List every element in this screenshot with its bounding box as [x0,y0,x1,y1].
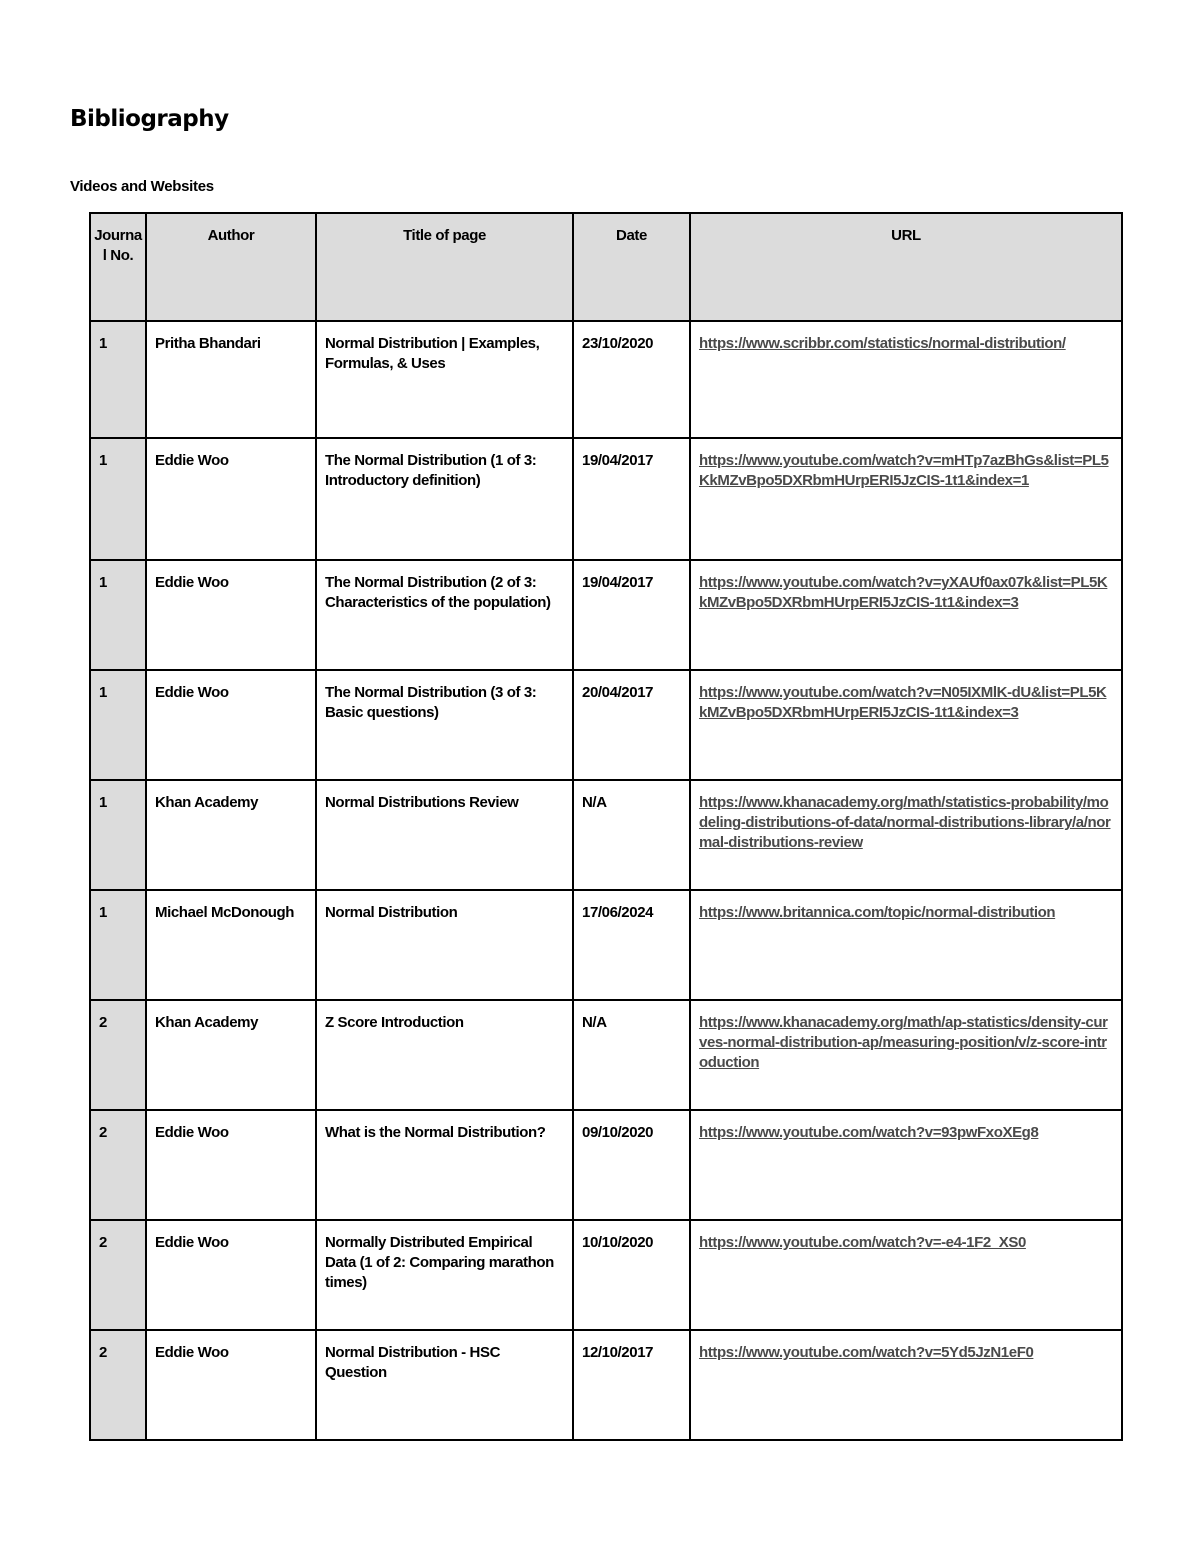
journal-no-cell: 2 [90,1110,146,1220]
header-author: Author [146,213,316,321]
title-cell: The Normal Distribution (3 of 3: Basic questions) [316,670,573,780]
title-cell: Normal Distribution [316,890,573,1000]
url-link[interactable]: https://www.scribbr.com/statistics/normal-distribution/ [699,335,1066,352]
date-cell: 17/06/2024 [573,890,690,1000]
author-cell: Khan Academy [146,1000,316,1110]
title-cell: Normal Distribution | Examples, Formulas, & Uses [316,321,573,438]
url-link[interactable]: https://www.britannica.com/topic/normal-distribution [699,904,1056,921]
journal-no-cell: 1 [90,780,146,890]
url-cell [690,560,1122,670]
title-cell: The Normal Distribution (1 of 3: Introductory definition) [316,438,573,560]
header-url: URL [690,213,1122,321]
header-journal-no: Journal No. [90,213,146,321]
url-link[interactable]: https://www.youtube.com/watch?v=5Yd5JzN1eF0 [699,1344,1034,1361]
journal-no-cell: 2 [90,1000,146,1110]
table-header-row [90,213,1122,321]
date-cell: 10/10/2020 [573,1220,690,1330]
title-cell: What is the Normal Distribution? [316,1110,573,1220]
table-row [90,1110,1122,1220]
url-cell [690,890,1122,1000]
date-cell: N/A [573,1000,690,1110]
url-link[interactable]: https://www.youtube.com/watch?v=mHTp7azBhGs&list=PL5KkMZvBpo5DXRbmHUrpERI5JzCIS-1t1&index=1 [699,452,1109,489]
url-link[interactable]: https://www.youtube.com/watch?v=93pwFxoXEg8 [699,1124,1039,1141]
journal-no-cell: 1 [90,670,146,780]
url-cell [690,780,1122,890]
header-title: Title of page [316,213,573,321]
table-row [90,890,1122,1000]
url-cell [690,1330,1122,1440]
journal-no-cell: 1 [90,438,146,560]
journal-no-cell: 2 [90,1330,146,1440]
author-cell: Michael McDonough [146,890,316,1000]
page-title: Bibliography [70,106,229,132]
url-cell [690,438,1122,560]
url-cell [690,1000,1122,1110]
table-row [90,1220,1122,1330]
title-cell: Normal Distribution - HSC Question [316,1330,573,1440]
author-cell: Eddie Woo [146,1110,316,1220]
url-link[interactable]: https://www.youtube.com/watch?v=yXAUf0ax07k&list=PL5KkMZvBpo5DXRbmHUrpERI5JzCIS-1t1&index=3 [699,574,1108,611]
header-date: Date [573,213,690,321]
url-link[interactable]: https://www.youtube.com/watch?v=N05IXMlK-dU&list=PL5KkMZvBpo5DXRbmHUrpERI5JzCIS-1t1&index=3 [699,684,1107,721]
table-row [90,438,1122,560]
table-row [90,780,1122,890]
date-cell: 19/04/2017 [573,560,690,670]
table-row [90,670,1122,780]
author-cell: Eddie Woo [146,670,316,780]
author-cell: Pritha Bhandari [146,321,316,438]
date-cell: N/A [573,780,690,890]
date-cell: 23/10/2020 [573,321,690,438]
url-cell [690,321,1122,438]
date-cell: 12/10/2017 [573,1330,690,1440]
table-row [90,560,1122,670]
url-link[interactable]: https://www.youtube.com/watch?v=-e4-1F2_XS0 [699,1234,1026,1251]
author-cell: Eddie Woo [146,1220,316,1330]
date-cell: 09/10/2020 [573,1110,690,1220]
url-cell [690,1110,1122,1220]
url-link[interactable]: https://www.khanacademy.org/math/ap-statistics/density-curves-normal-distribution-ap/measuring-position/v/z-score-introduction [699,1014,1108,1071]
table-row [90,321,1122,438]
journal-no-cell: 1 [90,560,146,670]
table-row [90,1000,1122,1110]
title-cell: Normally Distributed Empirical Data (1 of 2: Comparing marathon times) [316,1220,573,1330]
url-cell [690,1220,1122,1330]
bibliography-table [89,212,1123,1441]
journal-no-cell: 1 [90,890,146,1000]
title-cell: Z Score Introduction [316,1000,573,1110]
date-cell: 20/04/2017 [573,670,690,780]
table-row [90,1330,1122,1440]
date-cell: 19/04/2017 [573,438,690,560]
title-cell: The Normal Distribution (2 of 3: Characteristics of the population) [316,560,573,670]
title-cell: Normal Distributions Review [316,780,573,890]
author-cell: Khan Academy [146,780,316,890]
author-cell: Eddie Woo [146,438,316,560]
url-link[interactable]: https://www.khanacademy.org/math/statistics-probability/modeling-distributions-of-data/normal-distributions-library/a/normal-distributions-review [699,794,1111,851]
journal-no-cell: 2 [90,1220,146,1330]
journal-no-cell: 1 [90,321,146,438]
url-cell [690,670,1122,780]
section-heading: Videos and Websites [70,178,214,195]
author-cell: Eddie Woo [146,1330,316,1440]
author-cell: Eddie Woo [146,560,316,670]
